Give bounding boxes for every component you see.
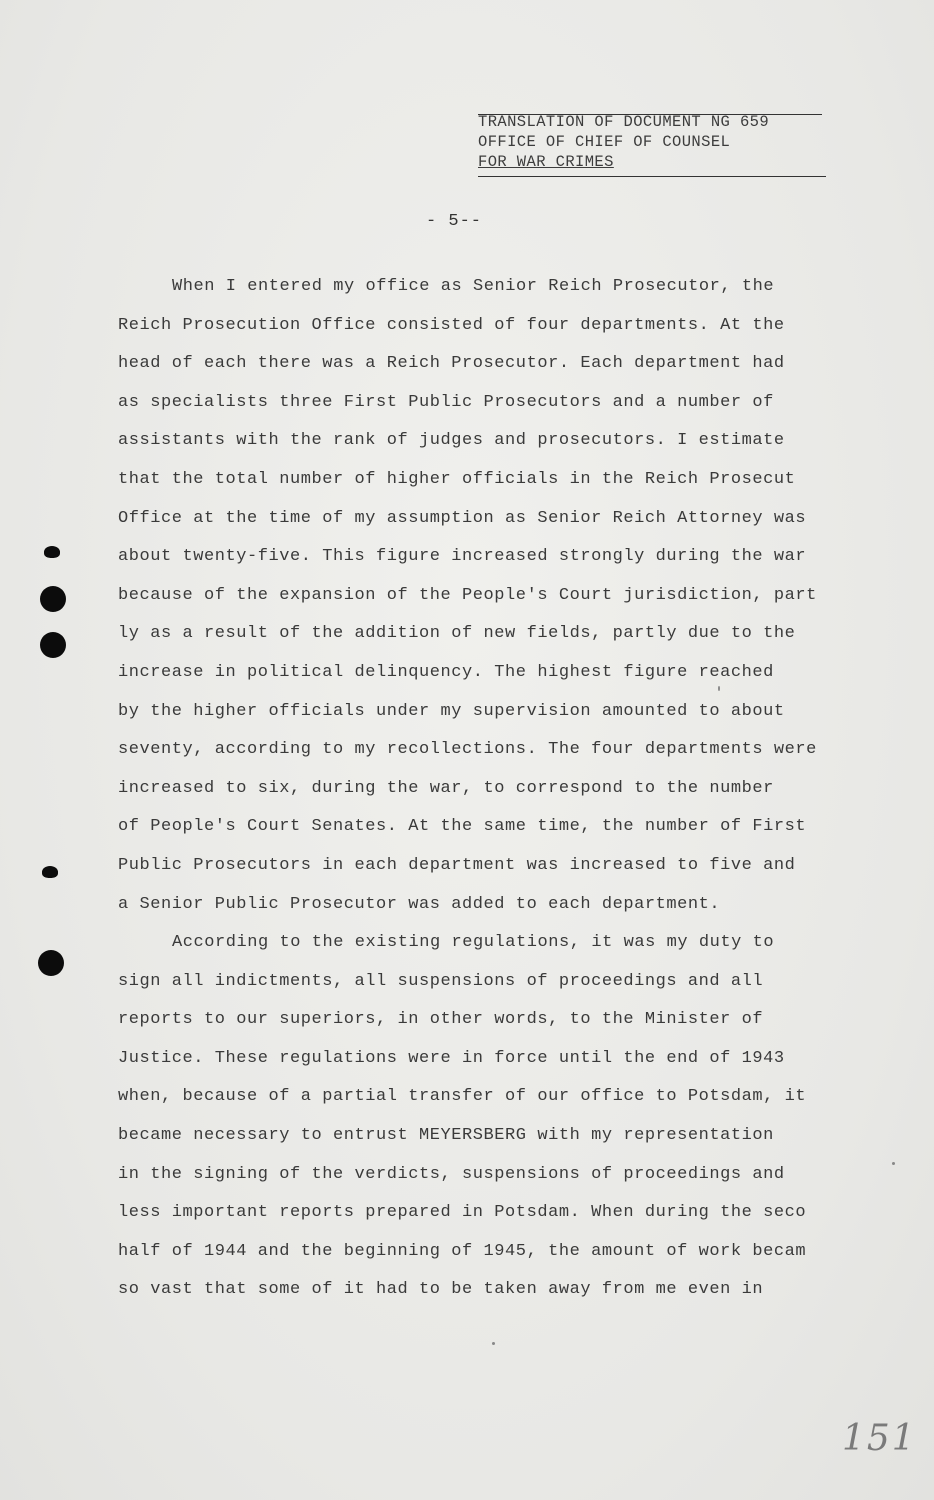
punch-hole-icon bbox=[42, 866, 58, 878]
text-line: reports to our superiors, in other words, to the Minister of bbox=[118, 1010, 764, 1030]
text-line: by the higher officials under my supervision amounted to about bbox=[118, 701, 785, 721]
text-line: head of each there was a Reich Prosecutor. Each department had bbox=[118, 354, 785, 374]
text-line: Reich Prosecution Office consisted of four departments. At the bbox=[118, 315, 785, 335]
page-number: - 5-- bbox=[426, 212, 483, 231]
paper-speck bbox=[492, 1342, 495, 1345]
text-line: Public Prosecutors in each department was increased to five and bbox=[118, 855, 796, 875]
paragraph-1 bbox=[118, 268, 838, 924]
document-header bbox=[478, 112, 826, 172]
punch-hole-icon bbox=[38, 950, 64, 976]
text-line: According to the existing regulations, it was my duty to bbox=[172, 933, 775, 953]
text-line: a Senior Public Prosecutor was added to each department. bbox=[118, 894, 721, 914]
paper-speck bbox=[718, 686, 720, 691]
text-line: less important reports prepared in Potsdam. When during the seco bbox=[118, 1203, 807, 1223]
header-bottom-rule bbox=[478, 176, 826, 177]
punch-hole-icon bbox=[40, 632, 66, 658]
paper-speck bbox=[892, 1162, 895, 1165]
punch-hole-icon bbox=[40, 586, 66, 612]
text-line: of People's Court Senates. At the same time, the number of First bbox=[118, 817, 807, 837]
text-line: increase in political delinquency. The highest figure reached bbox=[118, 662, 774, 682]
header-office-line: OFFICE OF CHIEF OF COUNSEL bbox=[478, 133, 731, 151]
handwritten-page-number: 151 bbox=[842, 1418, 917, 1459]
header-translation-line: TRANSLATION OF DOCUMENT NG 659 bbox=[478, 113, 770, 131]
body-text bbox=[118, 268, 838, 1310]
text-line: in the signing of the verdicts, suspensions of proceedings and bbox=[118, 1164, 785, 1184]
text-line: When I entered my office as Senior Reich Prosecutor, the bbox=[172, 277, 775, 296]
punch-hole-icon bbox=[44, 546, 60, 558]
text-line: sign all indictments, all suspensions of proceedings and all bbox=[118, 971, 764, 991]
text-line: seventy, according to my recollections. The four departments were bbox=[118, 740, 817, 760]
text-line: ly as a result of the addition of new fields, partly due to the bbox=[118, 624, 796, 644]
header-top-rule bbox=[478, 114, 822, 115]
text-line: as specialists three First Public Prosecutors and a number of bbox=[118, 392, 774, 412]
text-line: half of 1944 and the beginning of 1945, the amount of work becam bbox=[118, 1241, 807, 1261]
text-line: about twenty-five. This figure increased strongly during the war bbox=[118, 547, 807, 567]
text-line: Justice. These regulations were in force until the end of 1943 bbox=[118, 1048, 785, 1068]
text-line: became necessary to entrust MEYERSBERG with my representation bbox=[118, 1126, 774, 1146]
text-line: increased to six, during the war, to correspond to the number bbox=[118, 778, 774, 798]
text-line: assistants with the rank of judges and prosecutors. I estimate bbox=[118, 431, 785, 451]
text-line: because of the expansion of the People's Court jurisdiction, part bbox=[118, 585, 817, 605]
text-line: when, because of a partial transfer of our office to Potsdam, it bbox=[118, 1087, 807, 1107]
header-war-crimes-line: FOR WAR CRIMES bbox=[478, 153, 614, 171]
text-line: so vast that some of it had to be taken away from me even in bbox=[118, 1280, 764, 1300]
text-line: Office at the time of my assumption as Senior Reich Attorney was bbox=[118, 508, 807, 528]
text-line: that the total number of higher officials in the Reich Prosecut bbox=[118, 469, 796, 489]
paragraph-2 bbox=[118, 924, 838, 1310]
